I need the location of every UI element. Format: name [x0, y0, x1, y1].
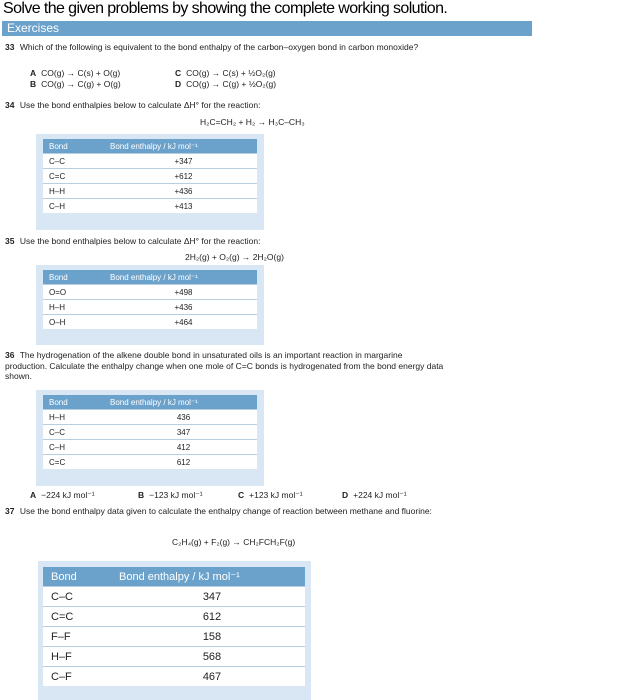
question-number: 34	[5, 100, 15, 110]
bond-table-q37	[43, 567, 305, 686]
table-row: C=C +612	[43, 169, 257, 184]
question-number: 35	[5, 236, 15, 246]
option-d: D CO(g) → C(g) + ½O₂(g)	[175, 79, 277, 89]
bond-table-box	[36, 390, 264, 486]
table-row: H–H +436	[43, 184, 257, 199]
question-34	[5, 100, 435, 111]
table-row: C=C 612	[43, 607, 305, 627]
option-c: C +123 kJ mol⁻¹	[238, 490, 303, 500]
table-row: C–H +413	[43, 199, 257, 214]
table-row: H–H 436	[43, 410, 257, 425]
question-number: 33	[5, 42, 15, 52]
page-heading: Solve the given problems by showing the complete working solution.	[3, 0, 448, 17]
table-row: C–F 467	[43, 667, 305, 687]
option-d: D +224 kJ mol⁻¹	[342, 490, 407, 500]
column-header: Bond enthalpy / kJ mol⁻¹	[111, 567, 305, 587]
question-text: Use the bond enthalpies below to calculate ΔH° for the reaction:	[19, 236, 261, 246]
column-header: Bond	[43, 139, 104, 154]
table-row: C–H 412	[43, 440, 257, 455]
table-row: C=C 612	[43, 455, 257, 470]
question-number: 36	[5, 350, 15, 360]
table-row: C–C 347	[43, 587, 305, 607]
question-number: 37	[5, 506, 15, 516]
reaction-equation: H₂C=CH₂ + H₂ → H₃C–CH₃	[200, 117, 305, 127]
table-row: F–F 158	[43, 627, 305, 647]
option-a: A −224 kJ mol⁻¹	[30, 490, 95, 500]
question-36	[5, 350, 445, 382]
option-b: B −123 kJ mol⁻¹	[138, 490, 203, 500]
option-a: A CO(g) → C(s) + O(g)	[30, 68, 121, 78]
question-text: Use the bond enthalpies below to calculate ΔH° for the reaction:	[19, 100, 261, 110]
table-row: C–C +347	[43, 154, 257, 169]
bond-table-q35	[43, 270, 257, 329]
question-33	[5, 42, 435, 53]
column-header: Bond	[43, 567, 111, 587]
question-text: Use the bond enthalpy data given to calculate the enthalpy change of reaction between methane and fluorine:	[19, 506, 432, 516]
question-37	[5, 506, 450, 517]
question-text: The hydrogenation of the alkene double bond in unsaturated oils is an important reaction in margarine production. Calculate the enthalpy change when one mole of C=C bonds is hydrogenated from the bond energy data shown.	[5, 350, 444, 381]
column-header: Bond enthalpy / kJ mol⁻¹	[104, 139, 257, 154]
table-row: C–C 347	[43, 425, 257, 440]
reaction-equation: 2H₂(g) + O₂(g) → 2H₂O(g)	[185, 252, 284, 262]
table-row: O–H +464	[43, 315, 257, 330]
table-row: O=O +498	[43, 285, 257, 300]
bond-table-box	[36, 265, 264, 345]
column-header: Bond enthalpy / kJ mol⁻¹	[104, 395, 257, 410]
bond-table-box	[38, 561, 311, 700]
option-c: C CO(g) → C(s) + ½O₂(g)	[175, 68, 276, 78]
table-row: H–F 568	[43, 647, 305, 667]
column-header: Bond	[43, 395, 104, 410]
column-header: Bond enthalpy / kJ mol⁻¹	[104, 270, 257, 285]
question-text: Which of the following is equivalent to the bond enthalpy of the carbon–oxygen bond in carbon monoxide?	[19, 42, 419, 52]
bond-table-q34	[43, 139, 257, 213]
question-35	[5, 236, 435, 247]
reaction-equation: C₂H₄(g) + F₂(g) → CH₂FCH₂F(g)	[172, 537, 296, 547]
column-header: Bond	[43, 270, 104, 285]
bond-table-box	[36, 134, 264, 230]
exercises-banner: Exercises	[2, 21, 532, 36]
table-row: H–H +436	[43, 300, 257, 315]
bond-table-q36	[43, 395, 257, 469]
option-b: B CO(g) → C(g) + O(g)	[30, 79, 121, 89]
